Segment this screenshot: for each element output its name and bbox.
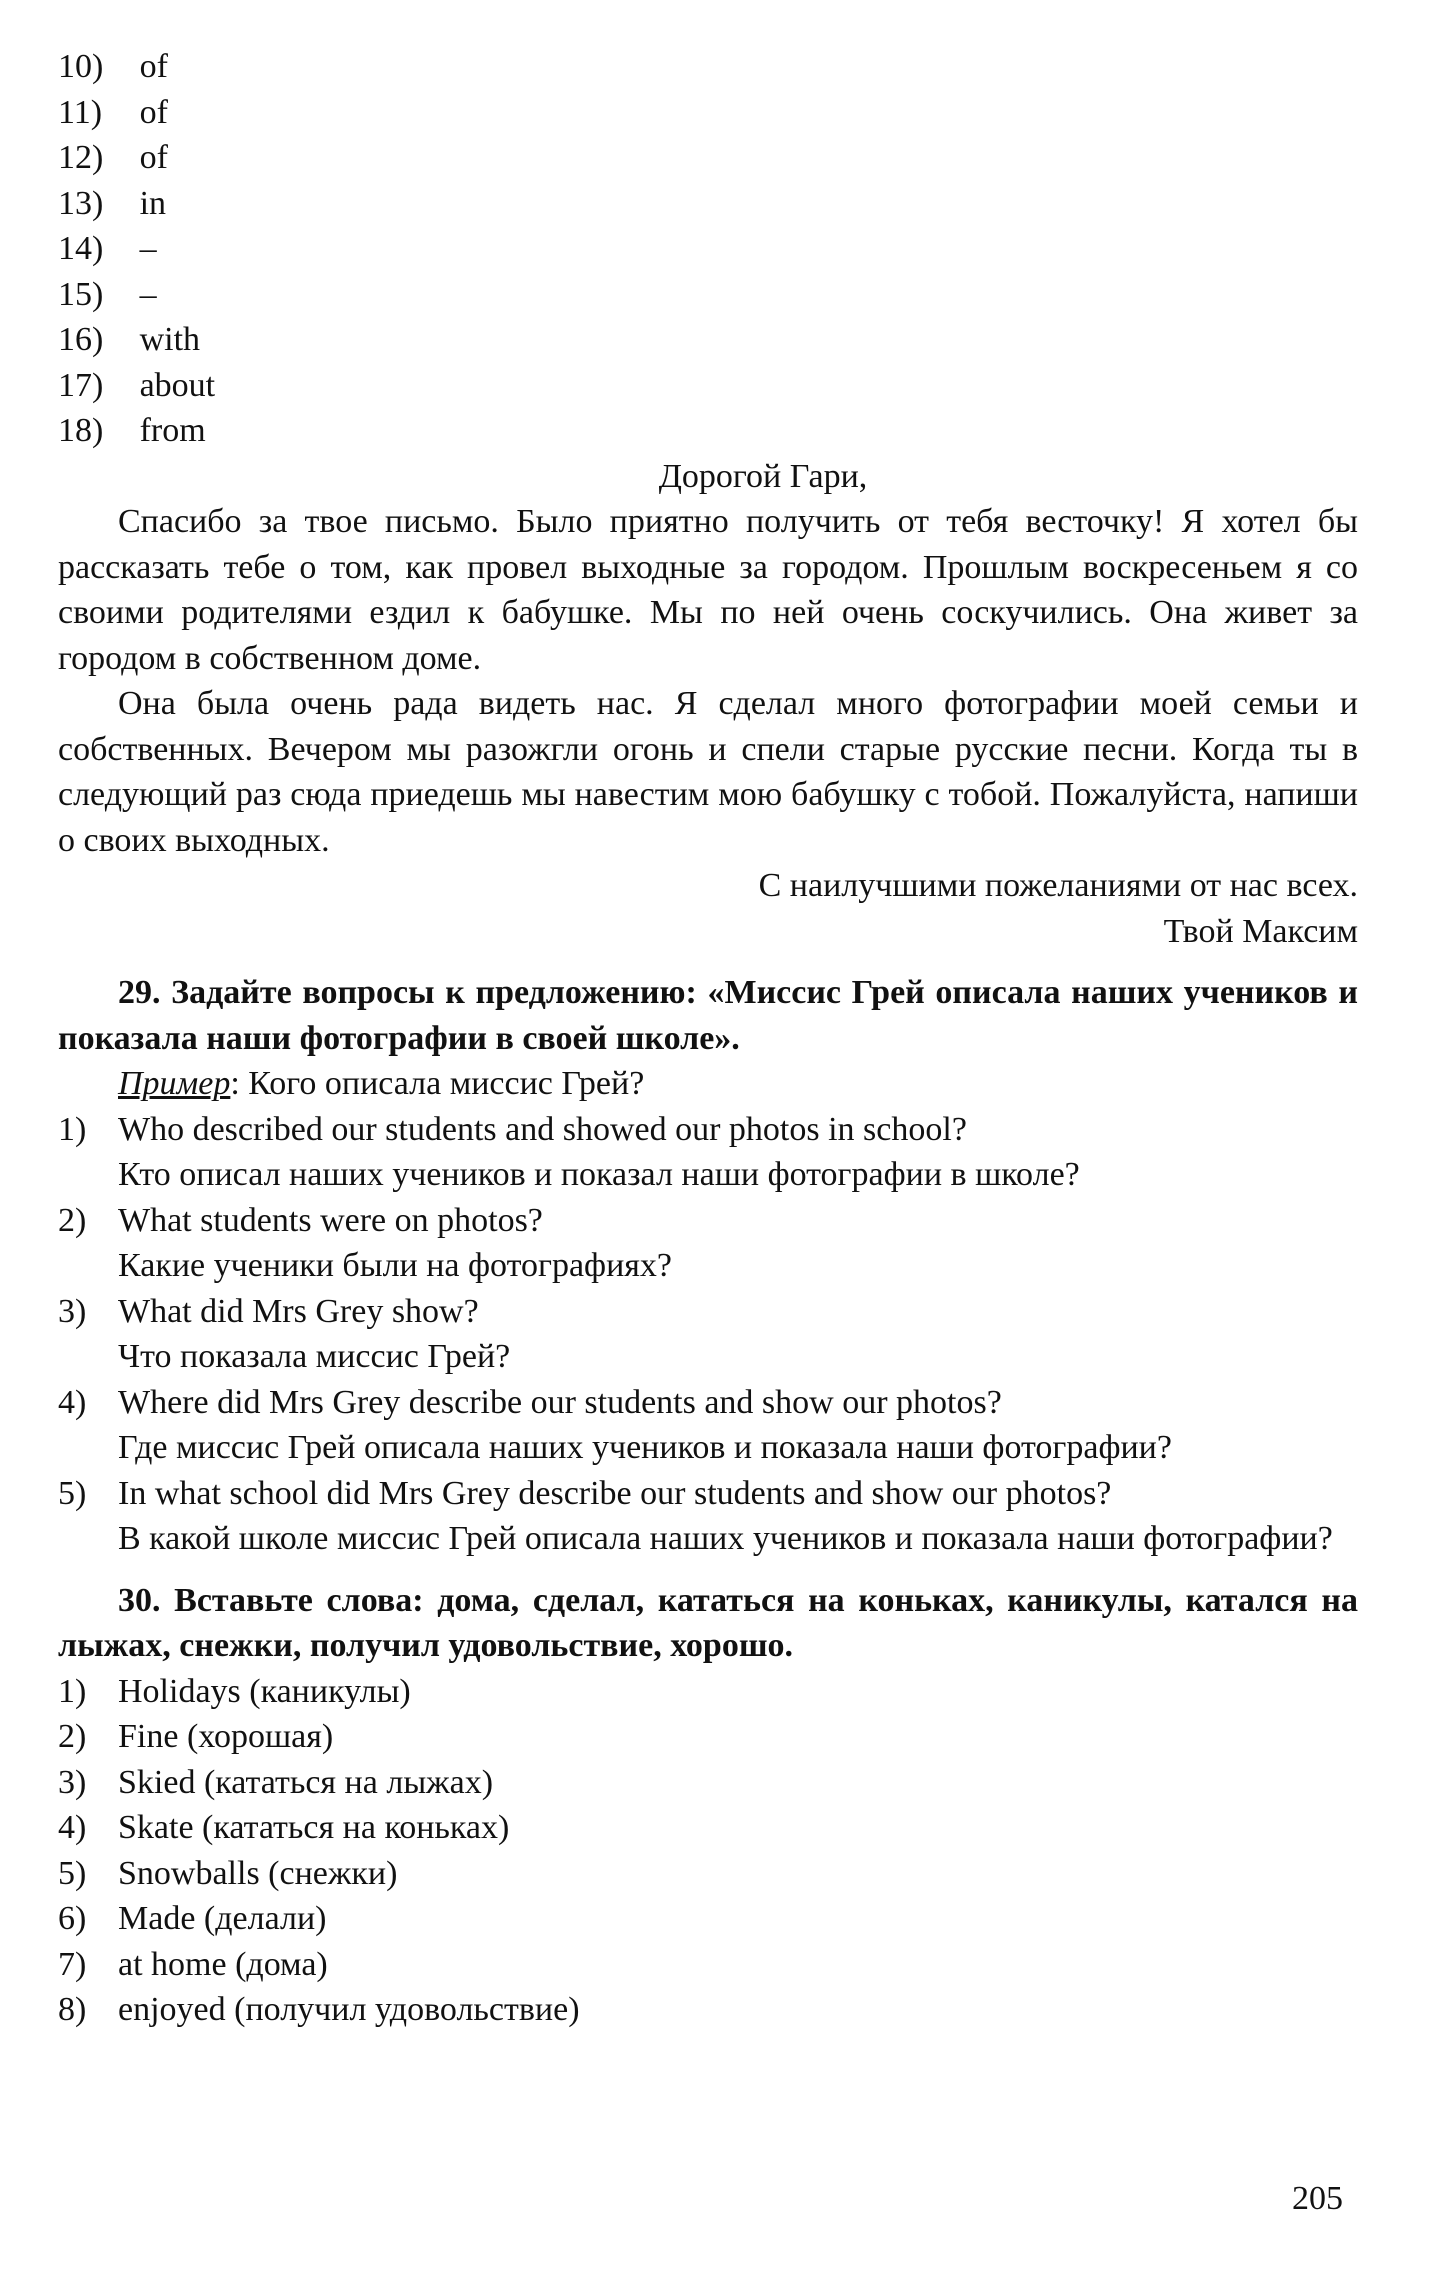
example-label: Пример xyxy=(118,1065,231,1102)
question-en: Where did Mrs Grey describe our students and show our photos? xyxy=(118,1383,1002,1421)
word-item: 6) Made (делали) xyxy=(58,1900,327,1937)
task-29-example xyxy=(58,1061,1358,1107)
word-item: 8) enjoyed (получил удовольствие) xyxy=(58,1991,580,2028)
question-list xyxy=(58,1107,1358,1562)
question-ru: Какие ученики были на фотографиях? xyxy=(118,1247,672,1284)
answer-item: 13) in xyxy=(58,184,167,222)
answer-item: 16) with xyxy=(58,321,201,358)
question-item: 4) Where did Mrs Grey describe our students and show our photos? Где миссис Грей описала наших учеников и показала наши фотографии? xyxy=(58,1380,1358,1471)
answer-list xyxy=(58,44,1358,454)
letter-paragraph: Спасибо за твое письмо. Было приятно получить от тебя весточку! Я хотел бы рассказать тебе о том, как провел выходные за городом. Прошлым воскресеньем я со своими родителями ездил к бабушке. Мы по ней очень соскучились. Она живет за городом в собственном доме. xyxy=(58,503,1358,677)
word-item: 5) Snowballs (снежки) xyxy=(58,1854,398,1892)
question-item: 1) Who described our students and showed our photos in school? Кто описал наших учеников и показал наши фотографии в школе? xyxy=(58,1107,1358,1198)
word-item: 7) at home (дома) xyxy=(58,1945,328,1983)
question-ru: Где миссис Грей описала наших учеников и показала наши фотографии? xyxy=(118,1429,1172,1466)
question-item: 3) What did Mrs Grey show? Что показала миссис Грей? xyxy=(58,1289,1358,1380)
word-item: 1) Holidays (каникулы) xyxy=(58,1672,411,1710)
question-en: What did Mrs Grey show? xyxy=(118,1292,479,1330)
answer-item: 14) – xyxy=(58,230,157,267)
question-en: In what school did Mrs Grey describe our students and show our photos? xyxy=(118,1474,1112,1512)
letter-signature: Твой Максим xyxy=(1163,912,1358,950)
task-29-heading: 29. Задайте вопросы к предложению: «Миссис Грей описала наших учеников и показала наши фотографии в своей школе». xyxy=(58,974,1358,1057)
question-item: 2) What students were on photos? Какие ученики были на фотографиях? xyxy=(58,1198,1358,1289)
word-list xyxy=(58,1669,1358,2033)
answer-item: 12) of xyxy=(58,139,168,176)
task-30-heading: 30. Вставьте слова: дома, сделал, кататься на коньках, каникулы, катался на лыжах, снежки, получил удовольствие, хорошо. xyxy=(58,1581,1358,1664)
word-item: 4) Skate (кататься на коньках) xyxy=(58,1809,510,1846)
answer-item: 11) of xyxy=(58,93,168,131)
letter-closing: С наилучшими пожеланиями от нас всех. xyxy=(758,867,1358,904)
word-item: 3) Skied (кататься на лыжах) xyxy=(58,1763,494,1801)
example-text: : Кого описала миссис Грей? xyxy=(230,1065,645,1102)
question-ru: Кто описал наших учеников и показал наши фотографии в школе? xyxy=(118,1156,1080,1193)
page-content xyxy=(58,44,1358,2033)
letter-paragraph: Она была очень рада видеть нас. Я сделал много фотографии моей семьи и собственных. Вечером мы разожгли огонь и спели старые русские песни. Когда ты в следующий раз сюда приедешь мы навестим мою бабушку с тобой. Пожалуйста, напиши о своих выходных. xyxy=(58,685,1358,859)
question-en: What students were on photos? xyxy=(118,1201,543,1239)
question-ru: В какой школе миссис Грей описала наших учеников и показала наши фотографии? xyxy=(118,1520,1333,1557)
question-ru: Что показала миссис Грей? xyxy=(118,1338,511,1375)
answer-item: 10) of xyxy=(58,48,168,85)
answer-item: 18) from xyxy=(58,412,206,449)
answer-item: 17) about xyxy=(58,366,216,404)
question-en: Who described our students and showed our photos in school? xyxy=(118,1110,967,1148)
page-number: 205 xyxy=(1292,2180,1343,2217)
word-item: 2) Fine (хорошая) xyxy=(58,1718,334,1755)
question-item: 5) In what school did Mrs Grey describe our students and show our photos? В какой школе миссис Грей описала наших учеников и показала наши фотографии? xyxy=(58,1471,1358,1562)
letter-salutation: Дорогой Гари, xyxy=(658,457,868,495)
answer-item: 15) – xyxy=(58,275,157,313)
